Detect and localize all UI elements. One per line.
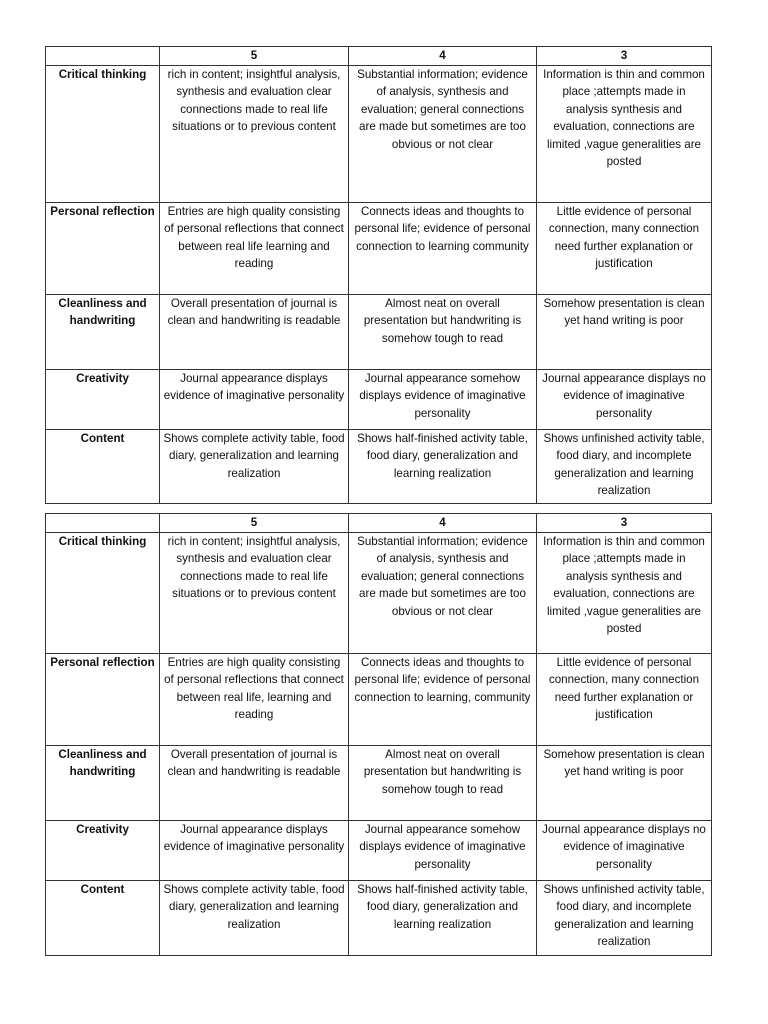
score-3-cell: Shows unfinished activity table, food diary, and incomplete generalization and learning realization (537, 880, 712, 955)
header-cell-score-5: 5 (160, 47, 349, 66)
score-4-cell: Journal appearance somehow displays evidence of imaginative personality (349, 820, 537, 880)
header-cell-score-3: 3 (537, 514, 712, 533)
score-5-cell: Journal appearance displays evidence of imaginative personality (160, 820, 349, 880)
score-5-cell: rich in content; insightful analysis, synthesis and evaluation clear connections made to real life situations or to previous content (160, 532, 349, 653)
table-row-creativity (46, 369, 712, 429)
score-4-cell: Almost neat on overall presentation but handwriting is somehow tough to read (349, 294, 537, 369)
criterion-cell: Creativity (46, 820, 160, 880)
score-4-cell: Almost neat on overall presentation but handwriting is somehow tough to read (349, 745, 537, 820)
table-header-row (46, 514, 712, 533)
score-3-cell: Information is thin and common place ;attempts made in analysis synthesis and evaluation, connections are limited ,vague generalities are posted (537, 532, 712, 653)
score-3-cell: Somehow presentation is clean yet hand writing is poor (537, 294, 712, 369)
criterion-cell: Content (46, 880, 160, 955)
table-row-personal-reflection (46, 653, 712, 745)
score-4-cell: Connects ideas and thoughts to personal life; evidence of personal connection to learning, community (349, 653, 537, 745)
score-4-cell: Journal appearance somehow displays evidence of imaginative personality (349, 369, 537, 429)
score-3-cell: Shows unfinished activity table, food diary, and incomplete generalization and learning realization (537, 429, 712, 503)
score-4-cell: Shows half-finished activity table, food diary, generalization and learning realization (349, 429, 537, 503)
score-5-cell: rich in content; insightful analysis, synthesis and evaluation clear connections made to real life situations or to previous content (160, 65, 349, 202)
score-5-cell: Shows complete activity table, food diary, generalization and learning realization (160, 880, 349, 955)
table-row-content (46, 429, 712, 503)
header-cell-criterion (46, 47, 160, 66)
rubric-table (45, 513, 712, 956)
score-3-cell: Journal appearance displays no evidence of imaginative personality (537, 369, 712, 429)
score-5-cell: Entries are high quality consisting of personal reflections that connect between real life, learning and reading (160, 653, 349, 745)
header-cell-score-5: 5 (160, 514, 349, 533)
score-5-cell: Journal appearance displays evidence of imaginative personality (160, 369, 349, 429)
criterion-cell: Critical thinking (46, 532, 160, 653)
table-row-personal-reflection (46, 202, 712, 294)
score-3-cell: Little evidence of personal connection, many connection need further explanation or justification (537, 202, 712, 294)
table-header-row (46, 47, 712, 66)
score-4-cell: Substantial information; evidence of analysis, synthesis and evaluation; general connections are made but sometimes are too obvious or not clear (349, 65, 537, 202)
table-row-creativity (46, 820, 712, 880)
criterion-cell: Cleanliness and handwriting (46, 745, 160, 820)
header-cell-score-4: 4 (349, 514, 537, 533)
score-4-cell: Shows half-finished activity table, food diary, generalization and learning realization (349, 880, 537, 955)
score-3-cell: Somehow presentation is clean yet hand writing is poor (537, 745, 712, 820)
score-3-cell: Information is thin and common place ;attempts made in analysis synthesis and evaluation, connections are limited ,vague generalities are posted (537, 65, 712, 202)
header-cell-criterion (46, 514, 160, 533)
header-cell-score-3: 3 (537, 47, 712, 66)
criterion-cell: Personal reflection (46, 202, 160, 294)
score-5-cell: Overall presentation of journal is clean and handwriting is readable (160, 294, 349, 369)
score-3-cell: Journal appearance displays no evidence of imaginative personality (537, 820, 712, 880)
criterion-cell: Content (46, 429, 160, 503)
table-row-content (46, 880, 712, 955)
criterion-cell: Personal reflection (46, 653, 160, 745)
criterion-cell: Critical thinking (46, 65, 160, 202)
score-5-cell: Entries are high quality consisting of personal reflections that connect between real life learning and reading (160, 202, 349, 294)
score-4-cell: Substantial information; evidence of analysis, synthesis and evaluation; general connections are made but sometimes are too obvious or not clear (349, 532, 537, 653)
header-cell-score-4: 4 (349, 47, 537, 66)
table-row-cleanliness (46, 294, 712, 369)
criterion-cell: Cleanliness and handwriting (46, 294, 160, 369)
score-3-cell: Little evidence of personal connection, many connection need further explanation or justification (537, 653, 712, 745)
table-row-critical-thinking (46, 65, 712, 202)
score-4-cell: Connects ideas and thoughts to personal life; evidence of personal connection to learning community (349, 202, 537, 294)
criterion-cell: Creativity (46, 369, 160, 429)
score-5-cell: Overall presentation of journal is clean and handwriting is readable (160, 745, 349, 820)
table-row-cleanliness (46, 745, 712, 820)
score-5-cell: Shows complete activity table, food diary, generalization and learning realization (160, 429, 349, 503)
rubric-table (45, 46, 712, 504)
table-row-critical-thinking (46, 532, 712, 653)
